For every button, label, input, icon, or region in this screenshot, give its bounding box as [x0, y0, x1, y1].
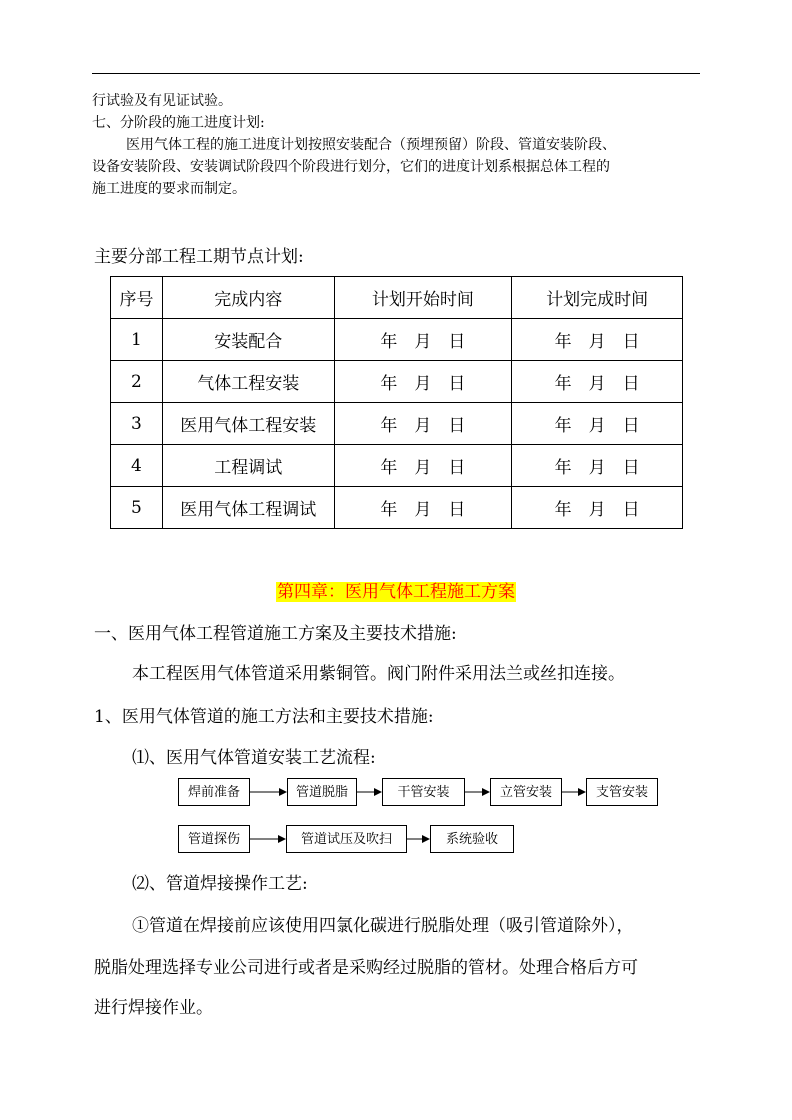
row-end: 年 月 日: [512, 445, 683, 487]
chapter-title: 第四章：医用气体工程施工方案: [277, 582, 515, 602]
row-end: 年 月 日: [512, 487, 683, 529]
row-start: 年 月 日: [334, 403, 512, 445]
header-rule: [92, 73, 700, 74]
table-row: [111, 361, 683, 403]
row-content: 工程调试: [162, 445, 334, 487]
flow-item-heading: ⑴、医用气体管道安装工艺流程:: [132, 748, 376, 768]
welding-paragraph-line-3: 进行焊接作业。: [94, 998, 213, 1018]
flow-box-acceptance: 系统验收: [430, 825, 514, 853]
header-no: 序号: [111, 277, 163, 319]
row-start: 年 月 日: [334, 445, 512, 487]
table-row: [111, 319, 683, 361]
section-one-paragraph: 本工程医用气体管道采用紫铜管。阀门附件采用法兰或丝扣连接。: [132, 664, 625, 684]
row-content: 医用气体工程调试: [162, 487, 334, 529]
chapter-title-block: [0, 580, 792, 604]
row-end: 年 月 日: [512, 319, 683, 361]
flow-box-weld-prep: 焊前准备: [178, 778, 250, 806]
row-content: 安装配合: [162, 319, 334, 361]
row-content: 医用气体工程安装: [162, 403, 334, 445]
header-end: 计划完成时间: [512, 277, 683, 319]
intro-line: 行试验及有见证试验。: [92, 93, 232, 109]
section-seven-heading: 七、分阶段的施工进度计划:: [92, 115, 265, 131]
row-no: 1: [111, 319, 163, 361]
header-start: 计划开始时间: [334, 277, 512, 319]
flow-box-degrease: 管道脱脂: [287, 778, 357, 806]
schedule-table: [110, 276, 683, 529]
row-start: 年 月 日: [334, 487, 512, 529]
schedule-paragraph-line-3: 施工进度的要求而制定。: [92, 181, 246, 197]
schedule-paragraph-line-2: 设备安装阶段、安装调试阶段四个阶段进行划分，它们的进度计划系根据总体工程的: [92, 159, 610, 175]
table-row: [111, 403, 683, 445]
schedule-caption: 主要分部工程工期节点计划:: [94, 247, 304, 267]
subsection-heading: 1、医用气体管道的施工方法和主要技术措施:: [94, 707, 434, 727]
row-start: 年 月 日: [334, 361, 512, 403]
flow-box-pressure-test: 管道试压及吹扫: [286, 825, 407, 853]
table-header-row: [111, 277, 683, 319]
flow-box-main-pipe: 干管安装: [382, 778, 465, 806]
flow-box-branch-pipe: 支管安装: [586, 778, 658, 806]
row-no: 3: [111, 403, 163, 445]
row-content: 气体工程安装: [162, 361, 334, 403]
row-no: 4: [111, 445, 163, 487]
flow-box-riser-pipe: 立管安装: [490, 778, 562, 806]
welding-paragraph-line-2: 脱脂处理选择专业公司进行或者是采购经过脱脂的管材。处理合格后方可: [94, 958, 638, 978]
row-start: 年 月 日: [334, 319, 512, 361]
table-row: [111, 487, 683, 529]
flow-box-inspection: 管道探伤: [178, 825, 250, 853]
row-no: 2: [111, 361, 163, 403]
schedule-paragraph-line-1: 医用气体工程的施工进度计划按照安装配合（预埋预留）阶段、管道安装阶段、: [126, 137, 616, 153]
table-row: [111, 445, 683, 487]
row-end: 年 月 日: [512, 403, 683, 445]
header-content: 完成内容: [162, 277, 334, 319]
row-no: 5: [111, 487, 163, 529]
row-end: 年 月 日: [512, 361, 683, 403]
section-one-heading: 一、医用气体工程管道施工方案及主要技术措施:: [94, 624, 457, 644]
welding-paragraph-line-1: ①管道在焊接前应该使用四氯化碳进行脱脂处理（吸引管道除外），: [132, 916, 634, 936]
welding-item-heading: ⑵、管道焊接操作工艺:: [132, 874, 308, 894]
